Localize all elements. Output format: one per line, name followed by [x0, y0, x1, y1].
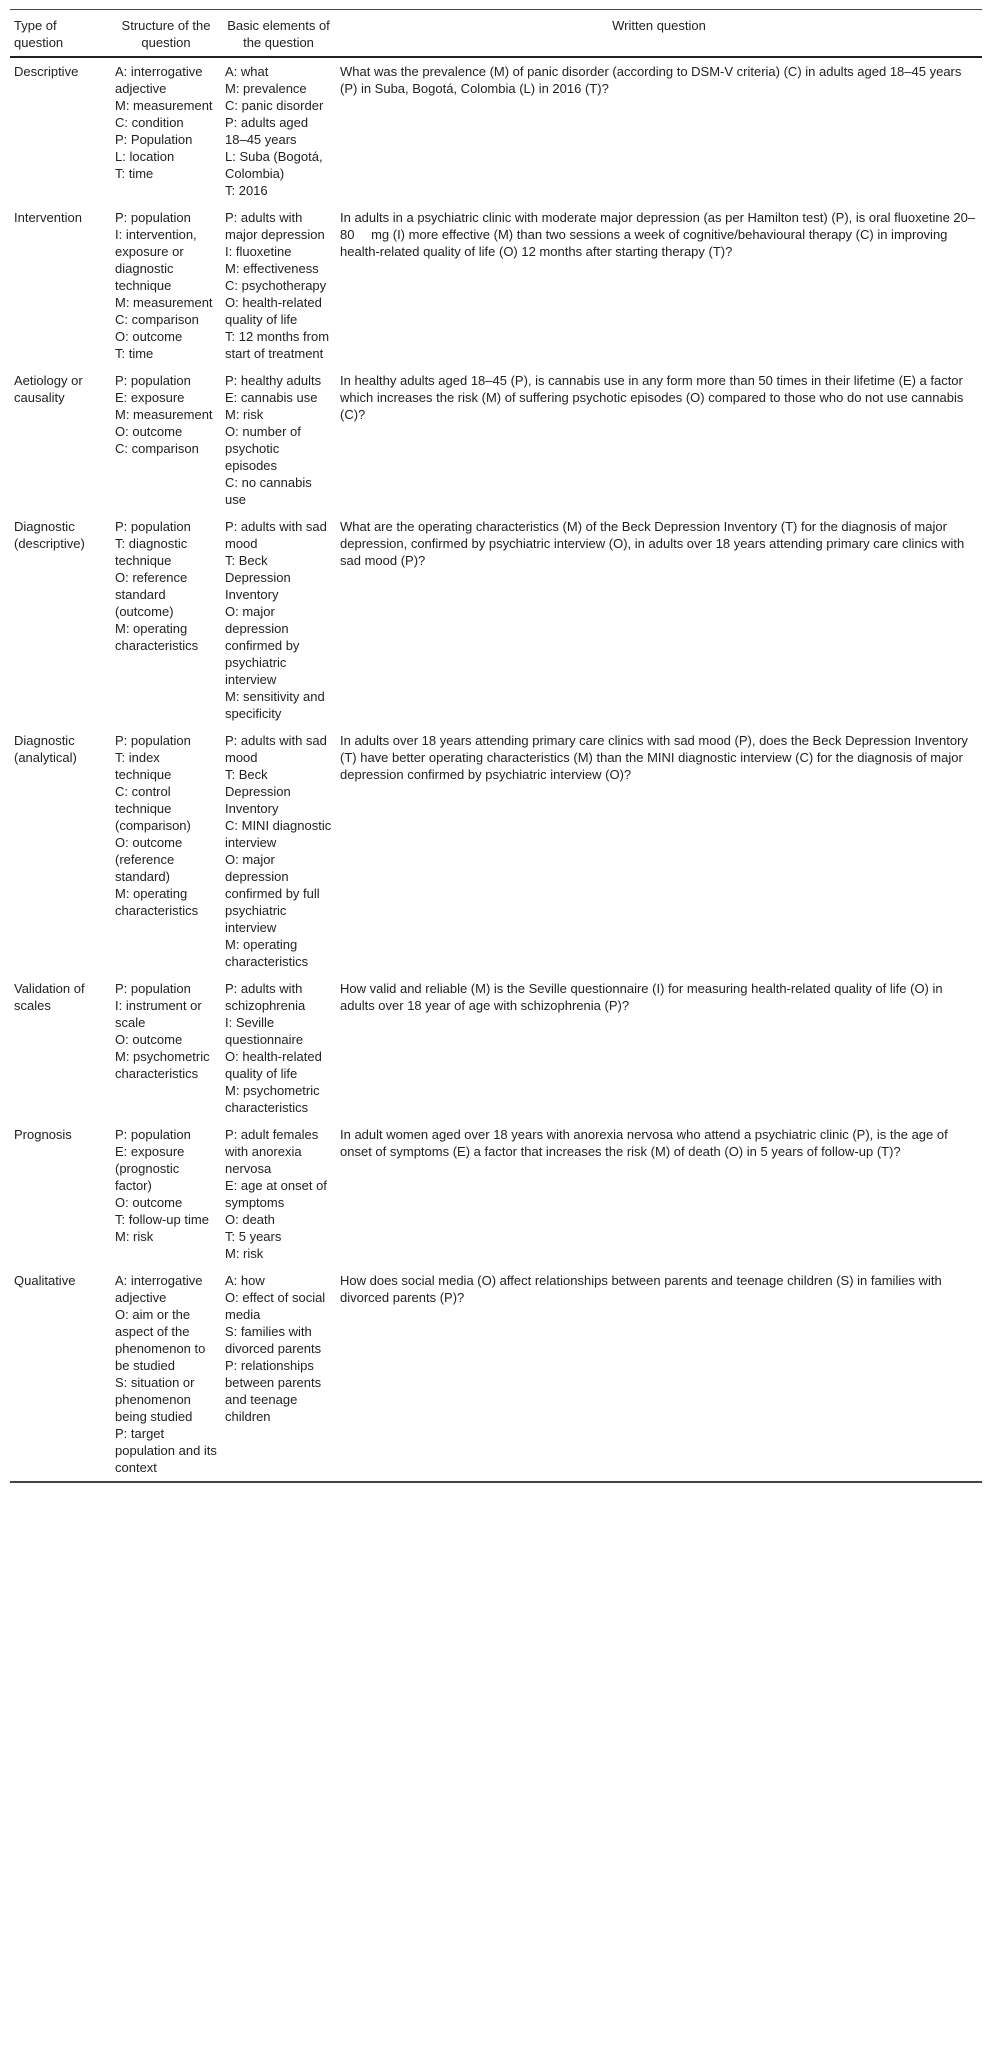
elements-item: O: number of psychotic episodes: [225, 424, 301, 473]
structure-item: M: measurement: [115, 98, 213, 113]
cell-structure: [111, 57, 221, 204]
structure-item: E: exposure (prognostic factor): [115, 1144, 185, 1193]
elements-item: C: psychotherapy: [225, 278, 327, 293]
elements-item: O: death: [225, 1212, 275, 1227]
structure-item: O: outcome: [115, 1195, 183, 1210]
cell-written-question: In adults over 18 years attending primary care clinics with sad mood (P), does the Beck Depression Inventory (T) have better operating characteristics (M) than the MINI diagnostic interview (C) for the diagnosis of major depression confirmed by psychiatric interview (O)?: [340, 733, 968, 782]
elements-item: E: cannabis use: [225, 390, 318, 405]
header-structure: Structure of the question: [121, 18, 211, 50]
structure-item: A: interrogative adjective: [115, 1273, 203, 1305]
elements-item: P: adults with major depression: [225, 210, 325, 242]
structure-item: C: comparison: [115, 312, 199, 327]
structure-item: I: intervention, exposure or diagnostic technique: [115, 227, 197, 293]
table-row: [10, 204, 982, 367]
cell-structure: [111, 727, 221, 975]
structure-item: C: control technique (comparison): [115, 784, 191, 833]
structure-item: P: population: [115, 210, 191, 225]
structure-item: M: measurement: [115, 295, 213, 310]
table-body: [10, 57, 982, 1482]
cell-structure: [111, 513, 221, 727]
cell-elements: [221, 727, 336, 975]
elements-item: E: age at onset of symptoms: [225, 1178, 327, 1210]
cell-type: Prognosis: [14, 1127, 72, 1142]
cell-written-question: What was the prevalence (M) of panic disorder (according to DSM-V criteria) (C) in adults aged 18–45 years (P) in Suba, Bogotá, Colombia (L) in 2016 (T)?: [340, 64, 962, 96]
elements-item: M: risk: [225, 407, 264, 422]
cell-type: Aetiology or causality: [14, 373, 83, 405]
elements-item: T: 5 years: [225, 1229, 282, 1244]
elements-item: O: health-related quality of life: [225, 1049, 322, 1081]
cell-type: Descriptive: [14, 64, 79, 79]
cell-type: Qualitative: [14, 1273, 76, 1288]
elements-item: M: operating characteristics: [225, 937, 309, 969]
structure-item: T: follow-up time: [115, 1212, 209, 1227]
structure-item: T: time: [115, 346, 154, 361]
table-row: [10, 367, 982, 513]
cell-written-question: In adults in a psychiatric clinic with moderate major depression (as per Hamilton test) (P), is oral fluoxetine 20–80 mg (I) more effective (M) than two sessions a week of cognitive/behavioural therapy (C) in improving health-related quality of life (O) 12 months after starting therapy (T)?: [340, 210, 976, 259]
structure-item: O: aim or the aspect of the phenomenon to be studied: [115, 1307, 206, 1373]
header-type: Type of question: [14, 18, 64, 50]
elements-item: P: adults with schizophrenia: [225, 981, 306, 1013]
cell-structure: [111, 367, 221, 513]
elements-item: P: adults aged 18–45 years: [225, 115, 309, 147]
elements-item: P: healthy adults: [225, 373, 322, 388]
structure-item: P: Population: [115, 132, 193, 147]
elements-item: M: effectiveness: [225, 261, 319, 276]
structure-item: A: interrogative adjective: [115, 64, 203, 96]
structure-item: C: comparison: [115, 441, 199, 456]
structure-item: P: population: [115, 981, 191, 996]
table-row: [10, 513, 982, 727]
cell-written-question: How valid and reliable (M) is the Seville questionnaire (I) for measuring health-related quality of life (O) in adults over 18 year of age with schizophrenia (P)?: [340, 981, 943, 1013]
elements-item: C: MINI diagnostic interview: [225, 818, 332, 850]
structure-item: O: outcome: [115, 424, 183, 439]
elements-item: M: psychometric characteristics: [225, 1083, 320, 1115]
elements-item: P: adults with sad mood: [225, 733, 327, 765]
cell-elements: [221, 1267, 336, 1482]
structure-item: L: location: [115, 149, 175, 164]
elements-item: M: sensitivity and specificity: [225, 689, 325, 721]
table-row: [10, 1267, 982, 1482]
table-row: [10, 57, 982, 204]
structure-item: O: outcome: [115, 329, 183, 344]
elements-item: P: adult females with anorexia nervosa: [225, 1127, 319, 1176]
cell-written-question: What are the operating characteristics (M) of the Beck Depression Inventory (T) for the diagnosis of major depression, confirmed by psychiatric interview (O), in adults over 18 years attending primary care clinics with sad mood (P)?: [340, 519, 965, 568]
cell-type: Validation of scales: [14, 981, 85, 1013]
cell-type: Diagnostic (analytical): [14, 733, 77, 765]
structure-item: T: index technique: [115, 750, 172, 782]
cell-elements: [221, 975, 336, 1121]
structure-item: P: target population and its context: [115, 1426, 217, 1475]
structure-item: O: outcome (reference standard): [115, 835, 183, 884]
elements-item: O: major depression confirmed by psychiatric interview: [225, 604, 300, 687]
elements-item: A: what: [225, 64, 269, 79]
structure-item: P: population: [115, 1127, 191, 1142]
elements-item: C: no cannabis use: [225, 475, 312, 507]
cell-elements: [221, 204, 336, 367]
elements-item: T: 2016: [225, 183, 268, 198]
table-row: [10, 727, 982, 975]
elements-item: I: Seville questionnaire: [225, 1015, 304, 1047]
elements-item: A: how: [225, 1273, 265, 1288]
structure-item: M: measurement: [115, 407, 213, 422]
elements-item: T: 12 months from start of treatment: [225, 329, 330, 361]
elements-item: P: adults with sad mood: [225, 519, 327, 551]
cell-structure: [111, 975, 221, 1121]
structure-item: E: exposure: [115, 390, 185, 405]
cell-elements: [221, 1121, 336, 1267]
header-written-question: Written question: [612, 18, 706, 33]
cell-type: Intervention: [14, 210, 82, 225]
elements-item: M: risk: [225, 1246, 264, 1261]
elements-item: M: prevalence: [225, 81, 307, 96]
elements-item: O: major depression confirmed by full psychiatric interview: [225, 852, 320, 935]
structure-item: P: population: [115, 373, 191, 388]
elements-item: L: Suba (Bogotá, Colombia): [225, 149, 323, 181]
cell-written-question: How does social media (O) affect relationships between parents and teenage children (S) in families with divorced parents (P)?: [340, 1273, 942, 1305]
table-row: [10, 1121, 982, 1267]
elements-item: I: fluoxetine: [225, 244, 292, 259]
cell-structure: [111, 1267, 221, 1482]
structure-item: O: reference standard (outcome): [115, 570, 188, 619]
elements-item: C: panic disorder: [225, 98, 324, 113]
cell-type: Diagnostic (descriptive): [14, 519, 85, 551]
cell-written-question: In healthy adults aged 18–45 (P), is cannabis use in any form more than 50 times in their lifetime (E) a factor which increases the risk (M) of suffering psychotic episodes (O) compared to those who do not use cannabis (C)?: [340, 373, 964, 422]
structure-item: M: operating characteristics: [115, 621, 199, 653]
structure-item: M: risk: [115, 1229, 154, 1244]
structure-item: I: instrument or scale: [115, 998, 202, 1030]
cell-structure: [111, 1121, 221, 1267]
question-types-table: [10, 9, 982, 1483]
structure-item: C: condition: [115, 115, 184, 130]
elements-item: P: relationships between parents and teenage children: [225, 1358, 322, 1424]
cell-elements: [221, 513, 336, 727]
structure-item: P: population: [115, 733, 191, 748]
structure-item: O: outcome: [115, 1032, 183, 1047]
elements-item: O: effect of social media: [225, 1290, 326, 1322]
structure-item: M: psychometric characteristics: [115, 1049, 210, 1081]
table-row: [10, 975, 982, 1121]
header-elements: Basic elements of the question: [227, 18, 330, 50]
structure-item: T: diagnostic technique: [115, 536, 188, 568]
table-header-row: [10, 10, 982, 58]
cell-elements: [221, 367, 336, 513]
elements-item: O: health-related quality of life: [225, 295, 322, 327]
structure-item: S: situation or phenomenon being studied: [115, 1375, 195, 1424]
cell-elements: [221, 57, 336, 204]
cell-written-question: In adult women aged over 18 years with anorexia nervosa who attend a psychiatric clinic (P), is the age of onset of symptoms (E) a factor that increases the risk (M) of death (O) in 5 years of follow-up (T)?: [340, 1127, 948, 1159]
structure-item: P: population: [115, 519, 191, 534]
cell-structure: [111, 204, 221, 367]
elements-item: T: Beck Depression Inventory: [225, 553, 291, 602]
structure-item: M: operating characteristics: [115, 886, 199, 918]
elements-item: S: families with divorced parents: [225, 1324, 322, 1356]
structure-item: T: time: [115, 166, 154, 181]
elements-item: T: Beck Depression Inventory: [225, 767, 291, 816]
